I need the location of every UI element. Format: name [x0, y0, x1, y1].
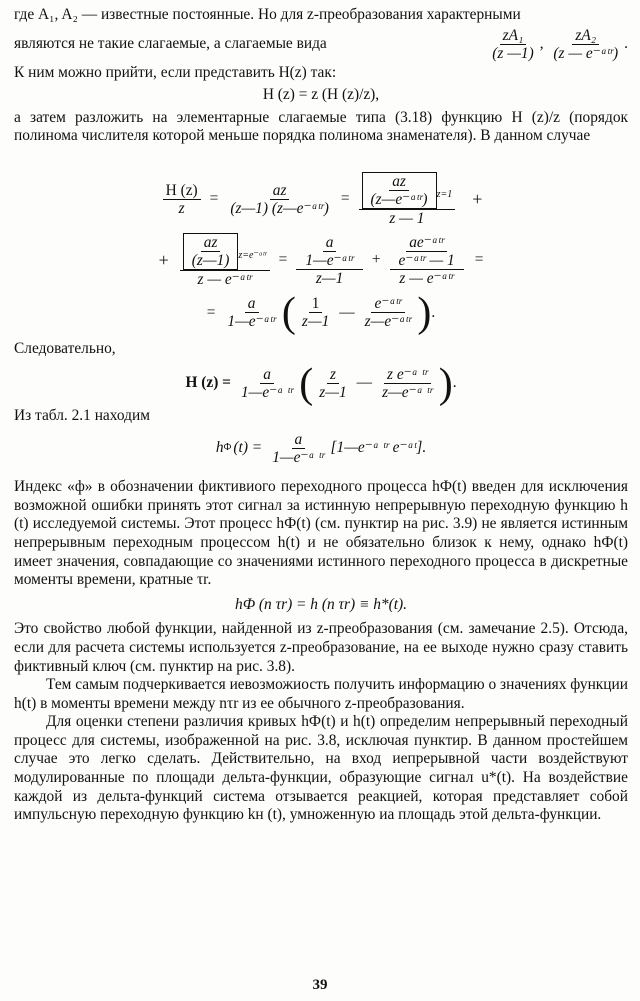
paragraph-4: Следовательно, [14, 339, 116, 357]
eqa-frac-1: az (z—1) (z—e⁻ᵃᵗʳ) [230, 181, 329, 217]
paragraph-3: а затем разложить на элементарные слагаемые типа (3.18) функцию H (z)/z (порядок полинома числителя которой меньше порядка полинома знаменателя). В данном случае [14, 108, 628, 145]
eqc-frac-1: a 1—e⁻ᵃᵗʳ [227, 295, 276, 331]
eqb-frac-3: ae⁻ᵃᵗʳ e⁻ᵃᵗʳ — 1 z — e⁻ᵃᵗʳ [390, 234, 464, 287]
eqd-frac-1: $\frac{a}{\text{1—e⁻ᵃ ᵗʳ}}$ [240, 366, 294, 402]
paragraph-5: Из табл. 2.1 находим [14, 406, 150, 424]
page-body [14, 4, 628, 825]
paragraph-9: Для оценки степени различия кривых hФ(t) и h(t) определим непрерывный переходный процесс для системы, изображенной на рис. 3.8, исключая пунктир. В данном простейшем случае это легко сделать. Действительно, на вход иепрерывной части воздействуют модулированные по площади дельта-функции, образующие сигнал u*(t). На воздействие каждой из дельта-функций система отзывается реакцией, которая представляет собой импульсную переходную функцию kн (t), умноженную иа площадь этой дельта-функции. [14, 713, 628, 824]
paragraph-1-line-2 [14, 27, 628, 62]
equation-c: = a 1—e⁻ᵃᵗʳ ( 1 z—1 — e⁻ᵃᵗʳ z—e⁻ᵃᵗʳ ) . [206, 289, 436, 336]
eqa-lhs: $\frac{H (z)}{z}$ [163, 182, 201, 217]
equation-a: $\frac{H (z)}{z}$ = az (z—1) (z—e⁻ᵃᵗʳ) = az (z—e⁻ᵃᵗʳ) $_{z=1}$ z — 1 + [14, 172, 628, 227]
equation-e: h Ф (t) = $\frac{a}{\text{1—e⁻ᵃ ᵗʳ}}$ [1—e⁻ᵃ ᵗʳ e⁻ᵃᵗ]. [215, 431, 427, 467]
eqc-frac-2: 1 z—1 [301, 295, 330, 331]
paragraph-1-fractions: $\frac{\text{zA₁}}{(z —1)}$ , zA₂ (z — e⁻ᵃᵗʳ) . [486, 27, 628, 62]
page-number: 39 [312, 977, 328, 993]
fraction-za1: $\frac{\text{zA₁}}{(z —1)}$ [492, 26, 534, 62]
equation-1: H (z) = z (H (z)/z), [262, 86, 380, 104]
eqa-frac-2: az (z—e⁻ᵃᵗʳ) $_{z=1}$ z — 1 [359, 172, 456, 227]
eqb-frac-2: a 1—e⁻ᵃᵗʳ z—1 [296, 234, 362, 287]
paragraph-7: Это свойство любой функции, найденной из z-преобразования (см. замечание 2.5). Отсюда, если для расчета системы используется z-преобразование, на ее выходе нужно сразу ставить фиктивный ключ (см. пунктир на рис. 3.8). [14, 620, 628, 675]
paragraph-6: Индекс «ф» в обозначении фиктивиого переходного процесса hФ(t) введен для исключения возможной ошибки принять этот сигнал за истинную непрерывную переходную функцию h (t) исследуемой системы. Этот процесс hФ(t) (см. пунктир на рис. 3.9) не является истинным непрерывным переходным процессом h(t) и не обязательно близок к нему, однако hФ(t) имеет значения, совпадающие со значениями истинного переходного процесса в дискретные моменты времени, кратные τr. [14, 478, 628, 589]
paragraph-1-text: являются не такие слагаемые, а слагаемые вида [14, 34, 327, 52]
equation-d: H (z) = $\frac{a}{\text{1—e⁻ᵃ ᵗʳ}}$ ( z z—1 — z e⁻ᵃ ᵗʳ z—e⁻ᵃ ᵗʳ ) . [185, 360, 457, 407]
equation-b: + $\frac{az}{(z—1)}$ $_{z=e^-ᵃᵗʳ}$ z — e⁻ᵃᵗʳ = a 1—e⁻ᵃᵗʳ z—1 + ae⁻ᵃᵗʳ e⁻ᵃᵗʳ — 1 z — e⁻ᵃᵗʳ = [158, 233, 484, 288]
eqe-frac: $\frac{a}{\text{1—e⁻ᵃ ᵗʳ}}$ [272, 431, 325, 467]
eqc-frac-3: e⁻ᵃᵗʳ z—e⁻ᵃᵗʳ [364, 295, 412, 331]
eqd-frac-3: z e⁻ᵃ ᵗʳ z—e⁻ᵃ ᵗʳ [382, 366, 433, 402]
paragraph-2: К ним можно прийти, если представить H(z) так: [14, 63, 337, 81]
paragraph-1-line-1: где A₁, A₂ — известные постоянные. Но для z-преобразования характерными [14, 6, 521, 23]
fraction-za2: zA₂ (z — e⁻ᵃᵗʳ) [553, 26, 619, 62]
eqb-frac-1: $\frac{az}{(z—1)}$ $_{z=e^-ᵃᵗʳ}$ z — e⁻ᵃᵗʳ [180, 233, 270, 288]
eqd-frac-2: z z—1 [319, 366, 347, 402]
equation-f: hФ (n τr) = h (n τr) ≡ h*(t). [235, 595, 407, 613]
paragraph-8: Тем самым подчеркивается иевозможиость получить информацию о значениях функции h(t) в моменты времени между nτr из ее обычного z-преобразования. [14, 676, 628, 712]
